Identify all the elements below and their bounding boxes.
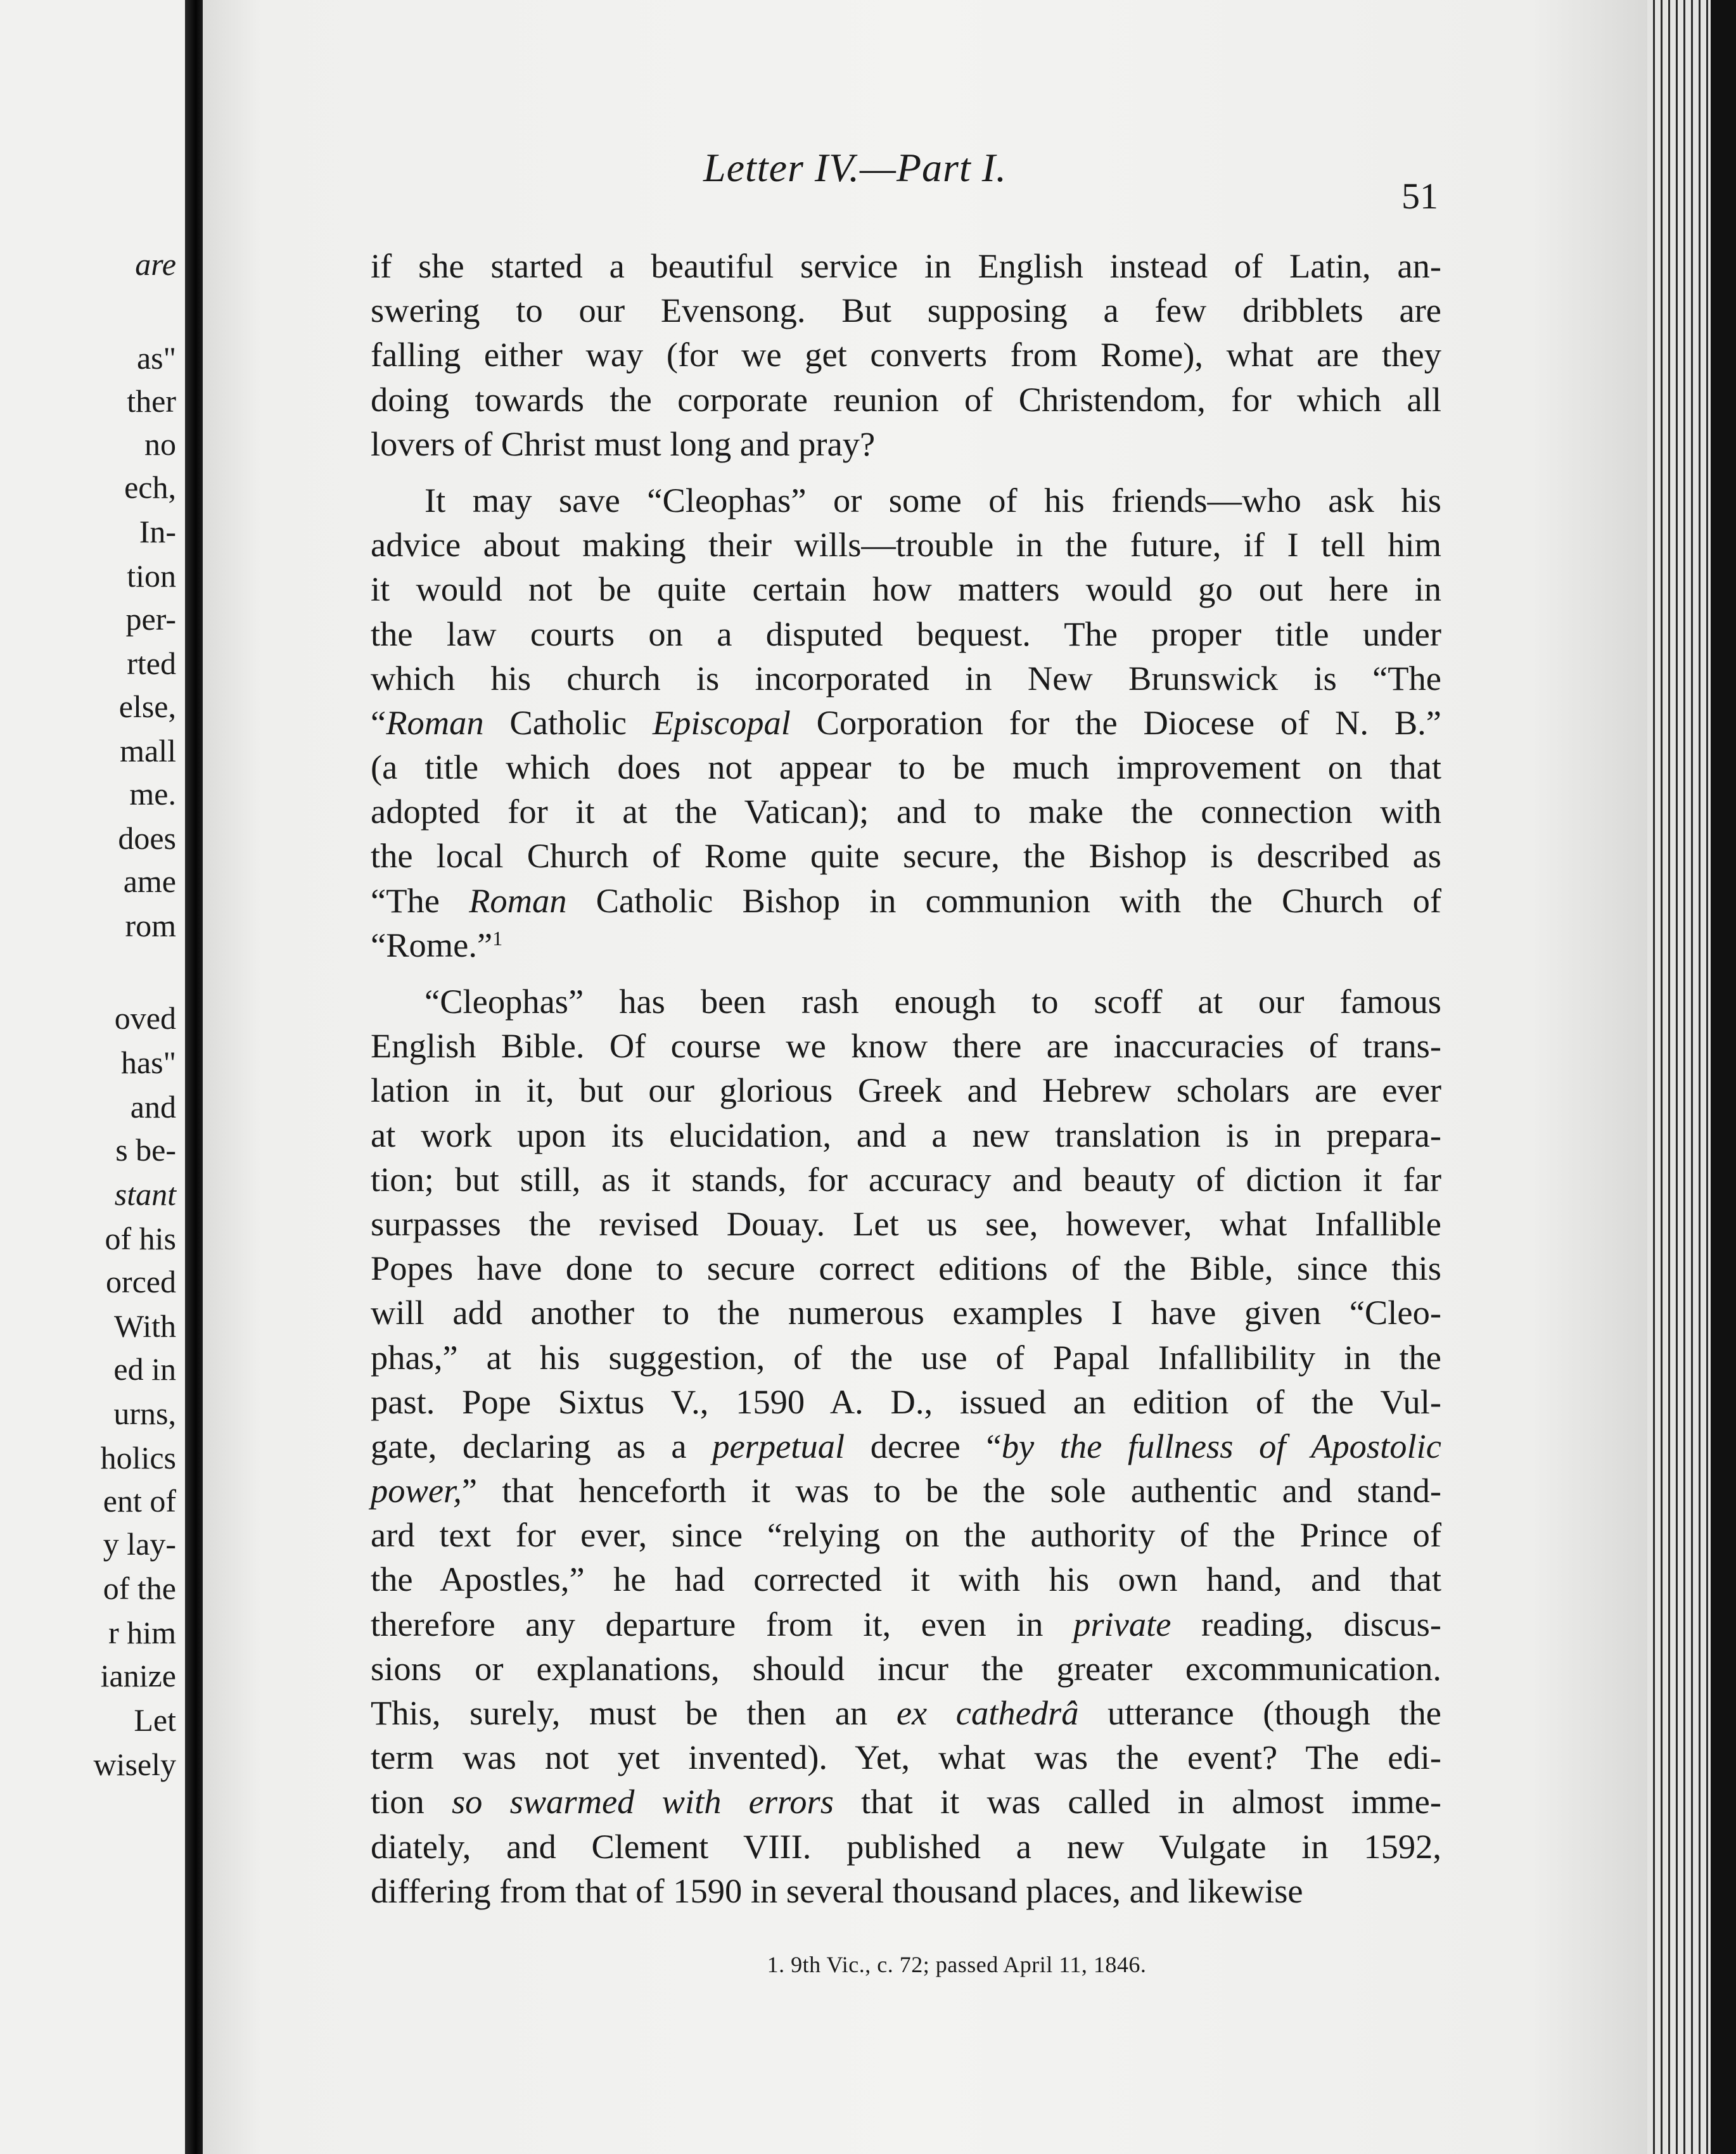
text-line <box>371 1202 1441 1246</box>
text-run: ard text for ever, since “relying on the authority of the Prince of <box>371 1515 1441 1555</box>
text-line <box>371 612 1441 656</box>
text-line <box>371 745 1441 789</box>
text-run: diately, and Clement VIII. published a new Vulgate in 1592, <box>371 1826 1441 1866</box>
text-run: surpasses the revised Douay. Let us see, however, what Infallible <box>371 1204 1441 1243</box>
text-line <box>371 1380 1441 1424</box>
text-run: “ <box>371 703 386 742</box>
text-run: English Bible. Of course we know there are inaccuracies of trans- <box>371 1026 1441 1066</box>
text-run: lovers of Christ must long and pray? <box>371 424 876 463</box>
text-run: Catholic <box>483 703 653 742</box>
text-line <box>371 244 1441 288</box>
text-line <box>371 567 1441 611</box>
facing-page-text-fragment: and <box>130 1089 176 1125</box>
text-line <box>371 478 1441 523</box>
text-line <box>371 834 1441 878</box>
facing-page-text-fragment: y lay- <box>103 1526 176 1562</box>
italic-run: perpetual <box>712 1426 845 1465</box>
italic-run: Episcopal <box>652 703 791 742</box>
text-run: at work upon its elucidation, and a new translation is in prepara- <box>371 1115 1441 1154</box>
text-line <box>371 1557 1441 1602</box>
facing-page-text-fragment: Let <box>134 1702 176 1738</box>
text-run: utterance (though the <box>1078 1693 1441 1732</box>
text-line <box>371 1869 1441 1913</box>
text-run: (a title which does not appear to be much improvement on that <box>371 748 1441 787</box>
background-edge <box>1711 0 1736 2154</box>
italic-run: power, <box>371 1471 462 1510</box>
text-line <box>371 701 1441 745</box>
text-run: “Cleophas” has been rash enough to scoff at our famous <box>424 982 1441 1021</box>
footnote <box>0 1951 1736 1978</box>
text-run: reading, discus- <box>1171 1604 1441 1643</box>
facing-page-text-fragment: ther <box>127 383 176 419</box>
text-line <box>371 378 1441 422</box>
text-line <box>371 523 1441 567</box>
facing-page-text-fragment: ent of <box>103 1483 176 1519</box>
text-run: that it was called in almost imme- <box>833 1782 1441 1821</box>
facing-page-text-fragment: ianize <box>100 1658 176 1693</box>
text-run: the law courts on a disputed bequest. The proper title under <box>371 614 1441 653</box>
italic-run: ex cathedrâ <box>896 1693 1079 1732</box>
text-run: the local Church of Rome quite secure, the Bishop is described as <box>371 836 1441 876</box>
text-line <box>371 1024 1441 1068</box>
text-run: tion <box>371 1782 452 1821</box>
text-line <box>371 1335 1441 1380</box>
facing-page-text-fragment: else, <box>118 689 176 724</box>
text-line <box>371 1691 1441 1735</box>
text-line <box>371 923 1441 967</box>
facing-page-text-fragment: per- <box>125 601 176 637</box>
text-run: tion; but still, as it stands, for accuracy and beauty of diction it far <box>371 1159 1441 1199</box>
body-text <box>371 244 1441 1913</box>
text-run: This, surely, must be then an <box>371 1693 897 1732</box>
facing-page-text-fragment: has" <box>120 1045 176 1080</box>
text-line <box>371 288 1441 333</box>
running-head: Letter IV.—Part I. <box>703 145 1007 190</box>
facing-page-text-fragment: orced <box>105 1264 176 1299</box>
facing-page-text-fragment: are <box>135 246 176 282</box>
text-run: past. Pope Sixtus V., 1590 A. D., issued an edition of the Vul- <box>371 1382 1441 1421</box>
text-run: falling either way (for we get converts from Rome), what are they <box>371 335 1441 374</box>
facing-page-text-fragment: wisely <box>93 1747 176 1782</box>
text-run: phas,” at his suggestion, of the use of Papal Infallibility in the <box>371 1337 1441 1377</box>
facing-page-text-fragment: ed in <box>113 1351 176 1387</box>
text-run: the Apostles,” he had corrected it with his own hand, and that <box>371 1560 1441 1599</box>
text-run: “Rome.” <box>371 925 493 964</box>
facing-page-text-fragment: tion <box>127 558 176 594</box>
text-line <box>371 1513 1441 1557</box>
italic-run: private <box>1073 1604 1171 1643</box>
facing-page-text-fragment: r him <box>108 1615 176 1650</box>
text-line <box>371 1780 1441 1824</box>
text-run: therefore any departure from it, even in <box>371 1604 1074 1643</box>
text-run: It may save “Cleophas” or some of his friends—who ask his <box>424 480 1441 519</box>
text-run: sions or explanations, should incur the greater excommunication. <box>371 1648 1441 1688</box>
facing-page-text-fragment: s be- <box>115 1132 176 1168</box>
text-run: advice about making their wills—trouble in the future, if I tell him <box>371 525 1441 564</box>
italic-run: Roman <box>469 881 567 920</box>
text-line <box>371 656 1441 701</box>
facing-page-text-fragment: In- <box>139 514 176 549</box>
text-line <box>371 1113 1441 1157</box>
text-run: Catholic Bishop in communion with the Church of <box>566 881 1441 920</box>
facing-page-text-fragment: as" <box>136 340 176 376</box>
facing-page-text-fragment: rted <box>127 646 176 681</box>
text-run: swering to our Evensong. But supposing a few dribblets are <box>371 291 1441 330</box>
text-line <box>371 1825 1441 1869</box>
text-run: decree “ <box>845 1426 1002 1465</box>
text-line <box>371 1424 1441 1469</box>
facing-page-text-fragment: of the <box>103 1571 176 1606</box>
text-run: lation in it, but our glorious Greek and Hebrew scholars are ever <box>371 1071 1441 1110</box>
text-run: “The <box>371 881 469 920</box>
paragraph-gap <box>371 967 1441 979</box>
facing-page-text-fragment: ech, <box>124 469 176 505</box>
facing-page-text-fragment: oved <box>114 1000 176 1036</box>
text-line <box>371 789 1441 834</box>
text-line <box>371 1469 1441 1513</box>
page-number: 51 <box>1401 175 1438 217</box>
text-run: gate, declaring as a <box>371 1426 713 1465</box>
text-line <box>371 333 1441 377</box>
facing-page-text-fragment: of his <box>105 1221 176 1256</box>
text-run: which his church is incorporated in New Brunswick is “The <box>371 658 1441 698</box>
text-run: it would not be quite certain how matters would go out here in <box>371 570 1441 609</box>
facing-page-text-fragment: me. <box>129 776 176 812</box>
facing-page-text-fragment: does <box>118 820 176 856</box>
text-line <box>371 1157 1441 1202</box>
text-line <box>371 422 1441 466</box>
facing-page-text-fragment: stant <box>114 1176 176 1212</box>
text-line <box>371 1290 1441 1335</box>
facing-page-fragment <box>0 0 185 2154</box>
text-line <box>371 979 1441 1024</box>
text-run: Corporation for the Diocese of N. B.” <box>790 703 1441 742</box>
facing-page-text-fragment: With <box>114 1308 176 1344</box>
text-run: will add another to the numerous examples I have given “Cleo- <box>371 1293 1441 1332</box>
paragraph-gap <box>371 466 1441 478</box>
text-line <box>371 1735 1441 1780</box>
facing-page-text-fragment: ame <box>123 864 176 899</box>
facing-page-text-fragment: mall <box>120 733 176 768</box>
text-run: term was not yet invented). Yet, what was the event? The edi- <box>371 1738 1441 1777</box>
italic-run: so swarmed with errors <box>451 1782 834 1821</box>
text-line <box>371 1068 1441 1112</box>
footnote-text: 1. 9th Vic., c. 72; passed April 11, 1846. <box>767 1952 1147 1977</box>
text-run: if she started a beautiful service in English instead of Latin, an- <box>371 246 1441 285</box>
facing-page-text-fragment: holics <box>100 1440 176 1475</box>
footnote-marker: 1 <box>492 926 503 950</box>
text-line <box>371 879 1441 923</box>
facing-page-text-fragment: no <box>144 426 176 462</box>
text-line <box>371 1647 1441 1691</box>
text-run: ” that henceforth it was to be the sole authentic and stand- <box>461 1471 1441 1510</box>
facing-page-text-fragment: urns, <box>113 1396 176 1431</box>
text-run: adopted for it at the Vatican); and to make the connection with <box>371 792 1441 831</box>
text-run: differing from that of 1590 in several thousand places, and likewise <box>371 1871 1303 1910</box>
facing-page-text-fragment: rom <box>125 908 176 943</box>
book-gutter <box>185 0 203 2154</box>
italic-run: by the fullness of Apostolic <box>1001 1426 1441 1465</box>
italic-run: Roman <box>386 703 484 742</box>
text-run: doing towards the corporate reunion of Christendom, for which all <box>371 379 1441 419</box>
text-line <box>371 1602 1441 1647</box>
text-line <box>371 1246 1441 1290</box>
text-run: Popes have done to secure correct editions of the Bible, since this <box>371 1249 1441 1288</box>
